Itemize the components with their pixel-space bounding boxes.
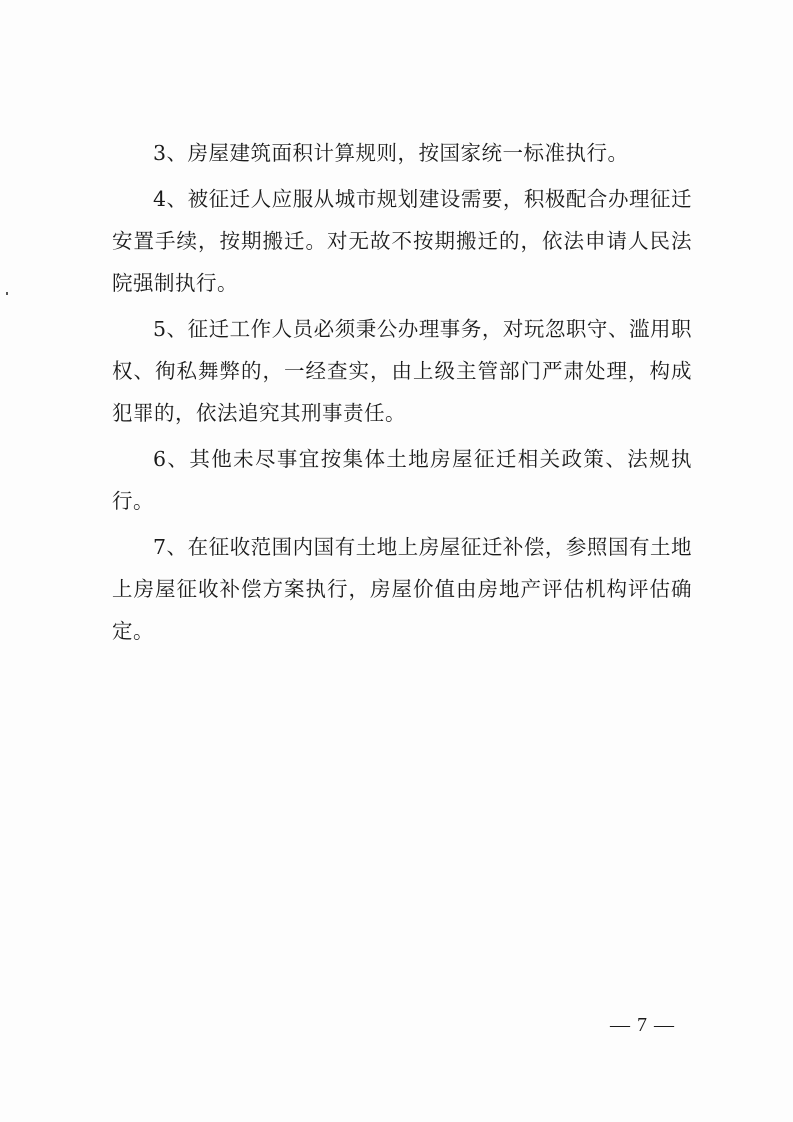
paragraph-item-4: 4、被征迁人应服从城市规划建设需要，积极配合办理征迁安置手续，按期搬迁。对无故不按期搬迁的，依法申请人民法院强制执行。 bbox=[112, 187, 692, 295]
paragraph-item-6: 6、其他未尽事宜按集体土地房屋征迁相关政策、法规执行。 bbox=[112, 447, 692, 513]
scan-speck bbox=[6, 292, 8, 295]
paragraph-item-5: 5、征迁工作人员必须秉公办理事务，对玩忽职守、滥用职权、徇私舞弊的，一经查实，由上级主管部门严肃处理，构成犯罪的，依法追究其刑事责任。 bbox=[112, 317, 692, 425]
document-body bbox=[112, 132, 692, 656]
paragraph-item-7: 7、在征收范围内国有土地上房屋征迁补偿，参照国有土地上房屋征收补偿方案执行，房屋价值由房地产评估机构评估确定。 bbox=[112, 535, 692, 643]
page-number: — 7 — bbox=[610, 1014, 675, 1036]
paragraph-item-3: 3、房屋建筑面积计算规则，按国家统一标准执行。 bbox=[153, 141, 629, 165]
